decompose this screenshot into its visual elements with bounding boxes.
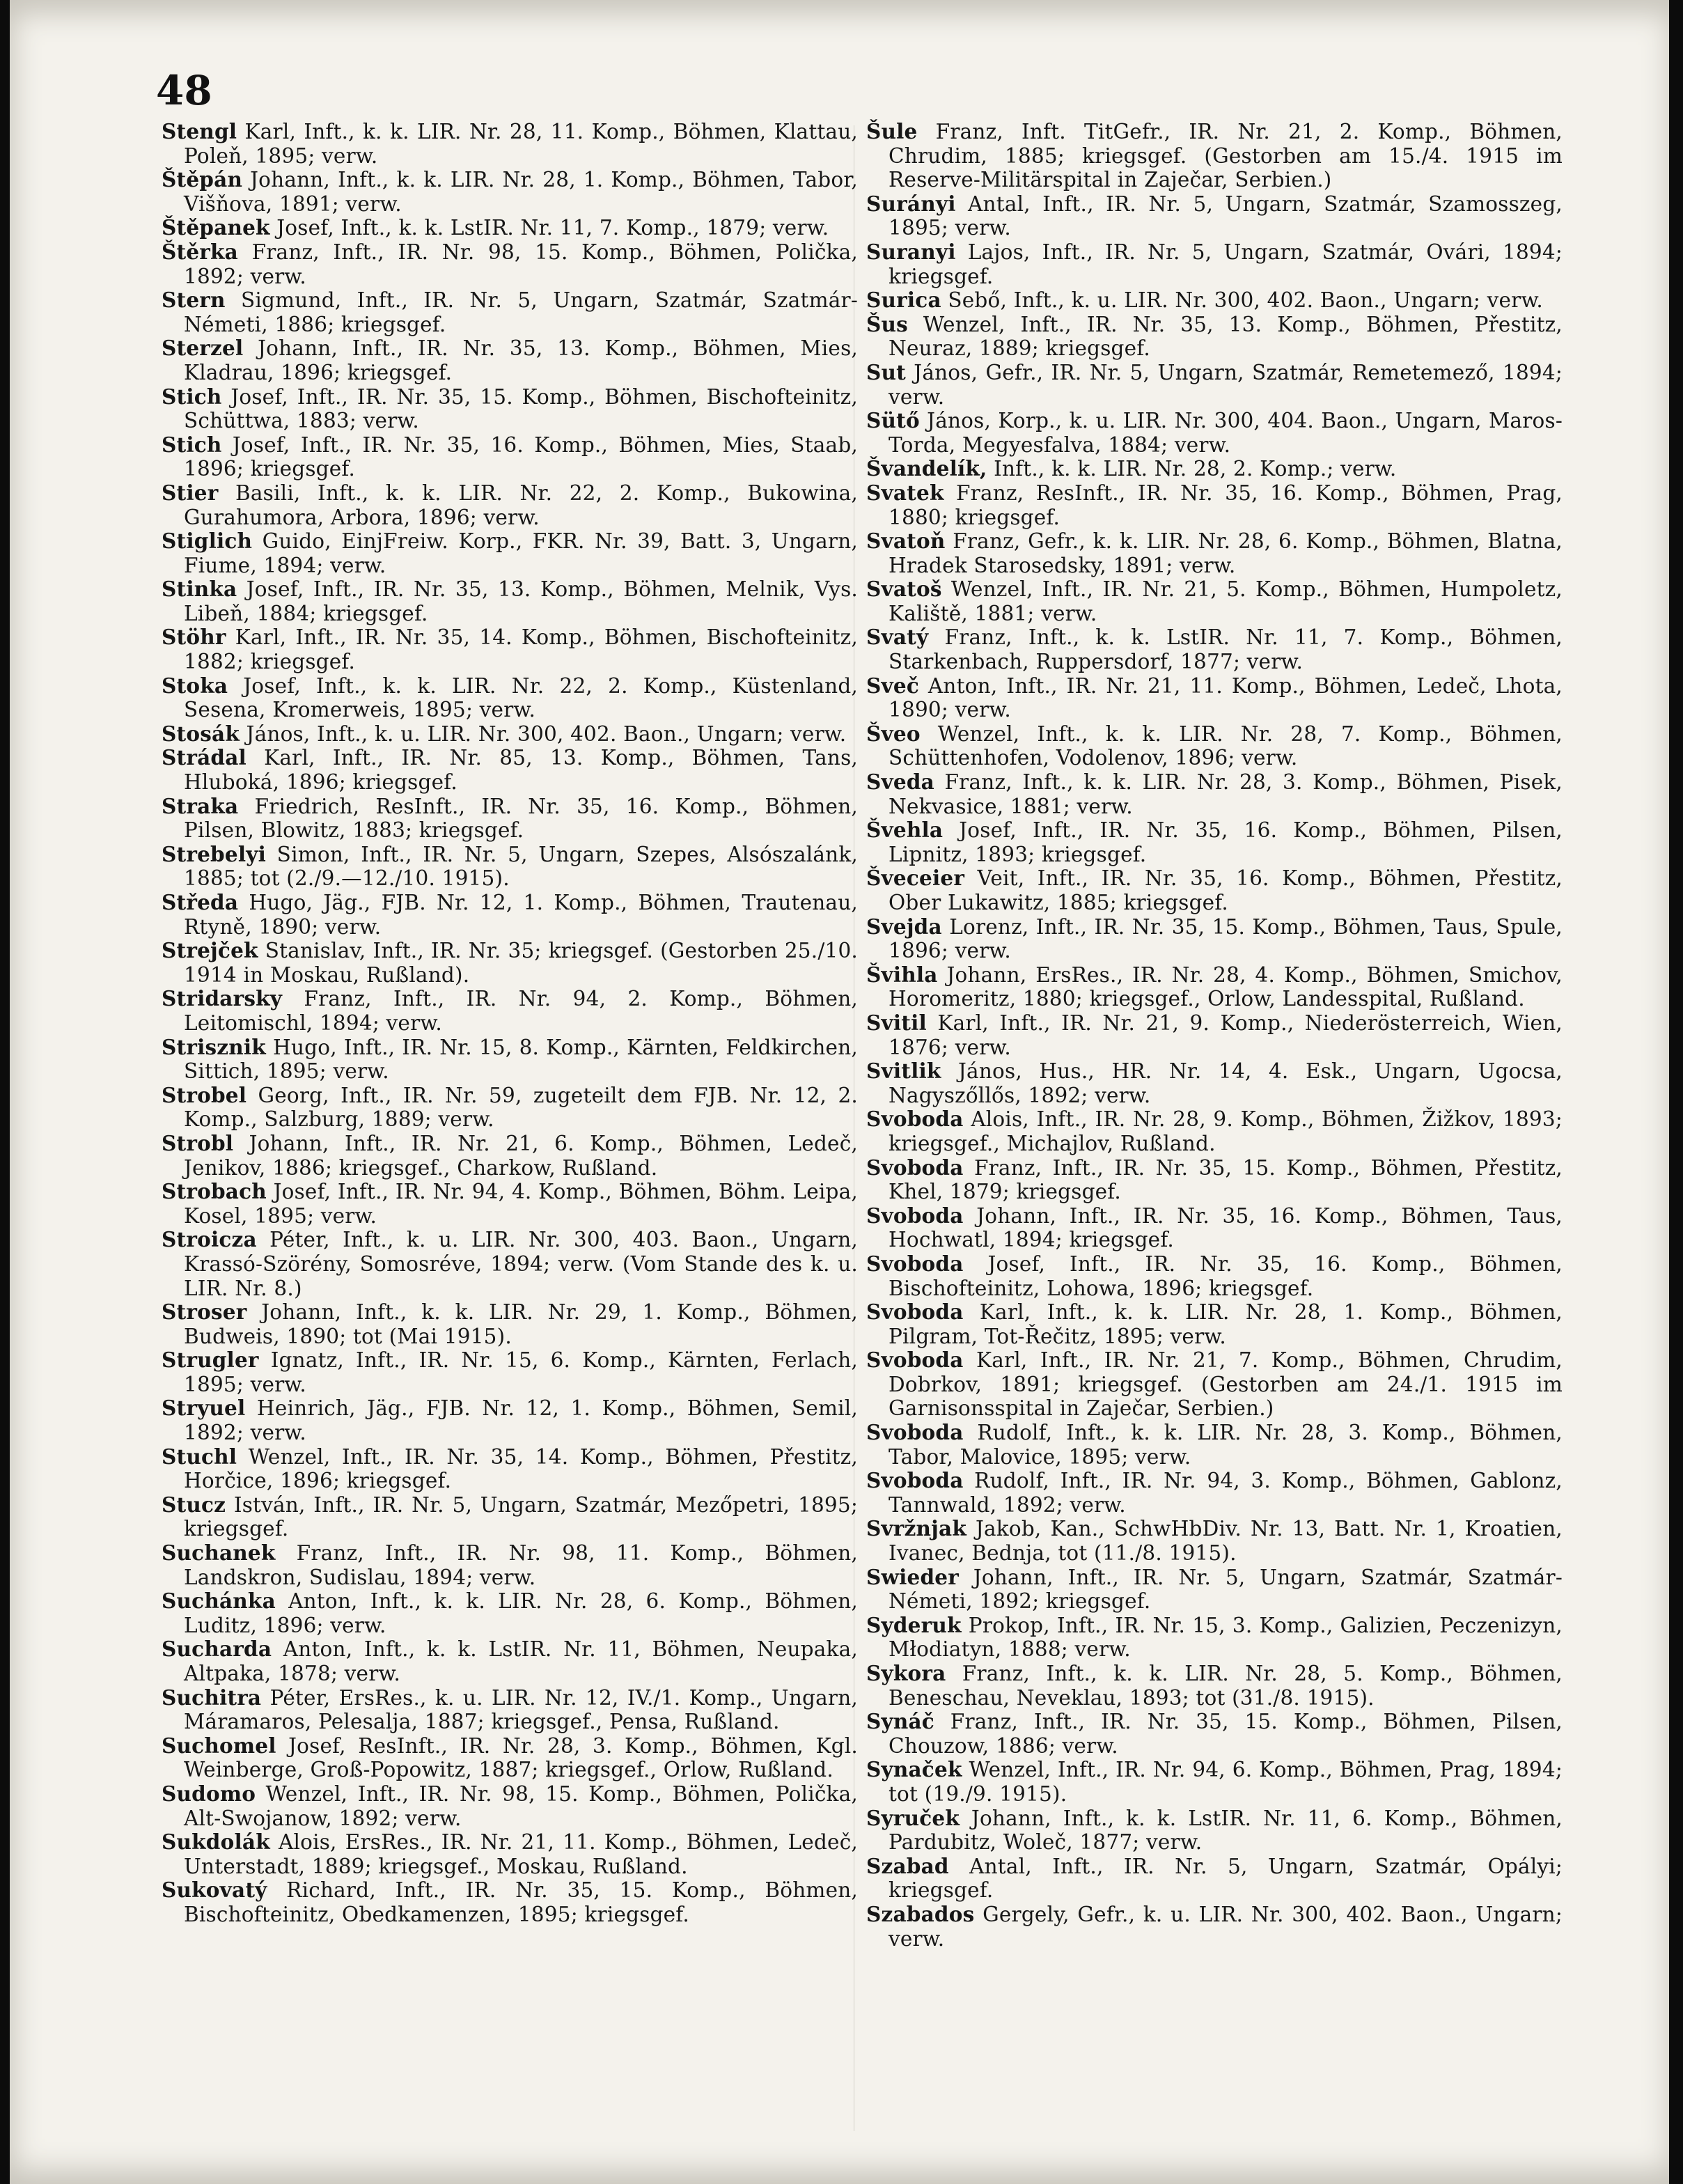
entry-surname: Štěpanek [162, 215, 270, 240]
entry-details: János, Hus., HR. Nr. 14, 4. Esk., Ungarn, Ugocsa, Nagyszőllős, 1892; verw. [889, 1059, 1563, 1107]
register-entry [162, 216, 858, 240]
entry-details: Franz, Inft., IR. Nr. 35, 15. Komp., Böhmen, Pilsen, Chouzow, 1886; verw. [889, 1710, 1563, 1758]
register-entry [162, 843, 858, 891]
register-entry [162, 722, 858, 747]
entry-surname: Strádal [162, 745, 246, 770]
entry-surname: Syruček [866, 1805, 960, 1830]
entry-surname: Sudomo [162, 1781, 256, 1806]
register-entry [866, 1566, 1563, 1614]
entry-surname: Svitil [866, 1010, 927, 1035]
register-entry [162, 1396, 858, 1444]
entry-surname: Svoboda [866, 1107, 964, 1132]
entry-details: Franz, Inft., IR. Nr. 98, 11. Komp., Böhmen, Landskron, Sudislau, 1894; verw. [184, 1541, 858, 1589]
register-entry [162, 1493, 858, 1541]
entry-surname: Stucz [162, 1492, 226, 1517]
entry-surname: Sykora [866, 1661, 946, 1685]
register-entry [866, 770, 1563, 818]
register-entry [162, 336, 858, 384]
entry-details: Josef, Inft., k. k. LstIR. Nr. 11, 7. Komp., 1879; verw. [269, 216, 829, 240]
entry-details: Prokop, Inft., IR. Nr. 15, 3. Komp., Galizien, Peczenizyn, Młodiatyn, 1888; verw. [889, 1613, 1563, 1662]
entry-surname: Svoboda [866, 1348, 964, 1373]
entry-details: Alois, ErsRes., IR. Nr. 21, 11. Komp., Böhmen, Ledeč, Unterstadt, 1889; kriegsgef., Moskau, Rußland. [184, 1830, 858, 1878]
register-entry [866, 457, 1563, 481]
register-entry [866, 866, 1563, 914]
entry-details: Wenzel, Inft., IR. Nr. 94, 6. Komp., Böhmen, Prag, 1894; tot (19./9. 1915). [889, 1758, 1563, 1806]
register-entry [866, 1011, 1563, 1059]
entry-surname: Stroicza [162, 1227, 257, 1252]
register-entry [162, 385, 858, 433]
entry-surname: Szabad [866, 1853, 949, 1878]
entry-details: Friedrich, ResInft., IR. Nr. 35, 16. Komp., Böhmen, Pilsen, Blowitz, 1883; kriegsgef. [184, 794, 858, 843]
entry-details: Antal, Inft., IR. Nr. 5, Ungarn, Szatmár, Opályi; kriegsgef. [889, 1854, 1563, 1903]
register-entry [162, 1734, 858, 1782]
entry-details: Johann, ErsRes., IR. Nr. 28, 4. Komp., Böhmen, Smichov, Horomeritz, 1880; kriegsgef., Orlow, Landesspital, Rußland. [889, 962, 1563, 1011]
register-entry [866, 120, 1563, 192]
register-entry [162, 674, 858, 722]
entry-details: Wenzel, Inft., k. k. LIR. Nr. 28, 7. Komp., Böhmen, Schüttenhofen, Vodolenov, 1896; verw. [889, 722, 1563, 770]
register-entry [866, 1300, 1563, 1348]
register-entry [162, 433, 858, 481]
scan-edge-left [0, 0, 10, 2184]
entry-surname: Svoboda [866, 1420, 964, 1445]
entry-details: Anton, Inft., k. k. LstIR. Nr. 11, Böhmen, Neupaka, Altpaka, 1878; verw. [184, 1637, 858, 1685]
register-entry [866, 674, 1563, 722]
register-entry [866, 722, 1563, 770]
entry-details: Karl, Inft., IR. Nr. 21, 7. Komp., Böhmen, Chrudim, Dobrkov, 1891; kriegsgef. (Gestorben am 24./1. 1915 im Garnisonsspital in Zaječar, Serbien.) [889, 1348, 1563, 1421]
entry-surname: Svoboda [866, 1468, 964, 1493]
register-entry [162, 288, 858, 336]
entry-surname: Stich [162, 432, 222, 457]
register-entry [162, 240, 858, 288]
register-entry [866, 1059, 1563, 1107]
register-entry [162, 1782, 858, 1830]
register-entry [162, 1132, 858, 1180]
register-entry [162, 1036, 858, 1084]
entry-details: Franz, ResInft., IR. Nr. 35, 16. Komp., Böhmen, Prag, 1880; kriegsgef. [889, 481, 1563, 529]
entry-surname: Stich [162, 384, 222, 409]
register-entry [866, 1807, 1563, 1855]
entry-details: Rudolf, Inft., IR. Nr. 94, 3. Komp., Böhmen, Gablonz, Tannwald, 1892; verw. [889, 1469, 1563, 1517]
register-entry [866, 409, 1563, 457]
register-entry [162, 577, 858, 625]
entry-details: Heinrich, Jäg., FJB. Nr. 12, 1. Komp., Böhmen, Semil, 1892; verw. [184, 1396, 858, 1445]
register-entry [866, 1469, 1563, 1517]
register-entry [866, 1662, 1563, 1710]
entry-details: Josef, Inft., IR. Nr. 35, 16. Komp., Böhmen, Pilsen, Lipnitz, 1893; kriegsgef. [889, 818, 1563, 866]
page-number: 48 [156, 67, 212, 114]
entry-surname: Sveč [866, 673, 919, 698]
entry-surname: Strobach [162, 1179, 267, 1204]
entry-details: Anton, Inft., IR. Nr. 21, 11. Komp., Böhmen, Ledeč, Lhota, 1890; verw. [889, 673, 1563, 722]
entry-details: Franz, Inft., k. k. LstIR. Nr. 11, 7. Komp., Böhmen, Starkenbach, Ruppersdorf, 1877; verw. [889, 625, 1563, 674]
entry-details: Johann, Inft., k. k. LstIR. Nr. 11, 6. Komp., Böhmen, Pardubitz, Woleč, 1877; verw. [889, 1806, 1563, 1855]
register-entry [162, 1686, 858, 1734]
register-entry [162, 795, 858, 843]
entry-details: Josef, Inft., IR. Nr. 35, 13. Komp., Böhmen, Melnik, Vys. Libeň, 1884; kriegsgef. [184, 577, 858, 625]
entry-details: Franz, Inft. TitGefr., IR. Nr. 21, 2. Komp., Böhmen, Chrudim, 1885; kriegsgef. (Gestorben am 15./4. 1915 im Reserve-Militärspital in Zaječar, Serbien.) [889, 120, 1563, 192]
entry-surname: Sütő [866, 408, 920, 433]
entry-details: Péter, Inft., k. u. LIR. Nr. 300, 403. Baon., Ungarn, Krassó-Szörény, Somosréve, 1894; verw. (Vom Stande des k. u. LIR. Nr. 8.) [184, 1228, 858, 1300]
entry-surname: Svoboda [866, 1300, 964, 1325]
entry-surname: Suchardа [162, 1637, 272, 1662]
register-entry [162, 1637, 858, 1685]
entry-details: Josef, ResInft., IR. Nr. 28, 3. Komp., Böhmen, Kgl. Weinberge, Groß-Popowitz, 1887; kriegsgef., Orlow, Rußland. [184, 1733, 858, 1782]
entry-surname: Středa [162, 890, 239, 914]
entry-details: Basili, Inft., k. k. LIR. Nr. 22, 2. Komp., Bukowina, Gurahumora, Arbora, 1896; verw. [184, 481, 858, 529]
entry-surname: Stridarsky [162, 986, 283, 1011]
entry-surname: Svitlik [866, 1059, 941, 1084]
entry-details: Franz, Inft., k. k. LIR. Nr. 28, 3. Komp., Böhmen, Pisek, Nekvasice, 1881; verw. [889, 770, 1563, 818]
entry-surname: Suchanek [162, 1540, 276, 1566]
entry-surname: Sveda [866, 770, 934, 795]
entry-surname: Švehla [866, 818, 944, 843]
entry-details: Karl, Inft., IR. Nr. 35, 14. Komp., Böhmen, Bischofteinitz, 1882; kriegsgef. [184, 625, 858, 674]
entry-details: Johann, Inft., IR. Nr. 35, 16. Komp., Böhmen, Taus, Hochwatl, 1894; kriegsgef. [889, 1203, 1563, 1252]
entry-surname: Švihla [866, 962, 938, 987]
entry-surname: Strejček [162, 938, 258, 963]
register-entry [866, 577, 1563, 625]
entry-details: János, Gefr., IR. Nr. 5, Ungarn, Szatmár, Remetemező, 1894; verw. [889, 360, 1563, 409]
register-entry [162, 625, 858, 673]
entry-details: Johann, Inft., k. k. LIR. Nr. 28, 1. Komp., Böhmen, Tabor, Višňova, 1891; verw. [184, 168, 858, 216]
entry-surname: Svržnjak [866, 1516, 967, 1541]
entry-details: Josef, Inft., k. k. LIR. Nr. 22, 2. Komp., Küstenland, Sesena, Kromerweis, 1895; verw. [184, 673, 858, 722]
entry-surname: Szabados [866, 1901, 975, 1926]
register-entry [866, 963, 1563, 1011]
register-entry [866, 1517, 1563, 1565]
entry-details: János, Inft., k. u. LIR. Nr. 300, 402. Baon., Ungarn; verw. [239, 722, 847, 746]
entry-details: Hugo, Inft., IR. Nr. 15, 8. Komp., Kärnten, Feldkirchen, Sittich, 1895; verw. [184, 1035, 858, 1084]
entry-surname: Svatoš [866, 577, 942, 602]
entry-surname: Synáč [866, 1709, 934, 1734]
register-entry [162, 891, 858, 939]
entry-details: Karl, Inft., IR. Nr. 21, 9. Komp., Niederösterreich, Wien, 1876; verw. [889, 1011, 1563, 1059]
entry-surname: Svejda [866, 914, 942, 939]
entry-surname: Stöhr [162, 625, 226, 650]
entry-details: Stanislav, Inft., IR. Nr. 35; kriegsgef. (Gestorben 25./10. 1914 in Moskau, Rußland). [184, 939, 858, 987]
register-entry [162, 120, 858, 168]
entry-details: Franz, Inft., k. k. LIR. Nr. 28, 5. Komp., Böhmen, Beneschau, Neveklau, 1893; tot (31./8. 1915). [889, 1662, 1563, 1710]
entry-details: Franz, Inft., IR. Nr. 98, 15. Komp., Böhmen, Polička, 1892; verw. [184, 240, 858, 288]
entry-surname: Straka [162, 793, 239, 818]
register-entry [866, 361, 1563, 409]
entry-surname: Stroser [162, 1300, 247, 1325]
entry-surname: Šveceier [866, 866, 965, 891]
entry-surname: Svatoň [866, 529, 946, 554]
register-entry [162, 481, 858, 529]
entry-surname: Štěpán [162, 167, 243, 192]
entry-surname: Stoka [162, 673, 228, 698]
entry-details: Ignatz, Inft., IR. Nr. 15, 6. Komp., Kärnten, Ferlach, 1895; verw. [184, 1348, 858, 1396]
entry-surname: Strebelyi [162, 841, 266, 866]
entry-surname: Svatý [866, 625, 929, 650]
entry-surname: Stosák [162, 721, 240, 746]
register-entry [162, 1180, 858, 1228]
entry-details: Hugo, Jäg., FJB. Nr. 12, 1. Komp., Böhmen, Trautenau, Rtyně, 1890; verw. [184, 891, 858, 939]
entry-details: Anton, Inft., k. k. LIR. Nr. 28, 6. Komp., Böhmen, Luditz, 1896; verw. [184, 1589, 858, 1637]
register-entry [866, 1758, 1563, 1806]
entry-details: Johann, Inft., IR. Nr. 5, Ungarn, Szatmár, Szatmár-Németi, 1892; kriegsgef. [889, 1565, 1563, 1614]
entry-surname: Suranyi [866, 239, 956, 264]
register-entry [866, 1204, 1563, 1252]
entry-details: Alois, Inft., IR. Nr. 28, 9. Komp., Böhmen, Žižkov, 1893; kriegsgef., Michajlov, Rußland. [889, 1107, 1563, 1155]
register-entry [162, 1830, 858, 1878]
entry-details: Inft., k. k. LIR. Nr. 28, 2. Komp.; verw. [987, 457, 1397, 481]
entry-surname: Štěrka [162, 239, 238, 264]
entry-details: Antal, Inft., IR. Nr. 5, Ungarn, Szatmár, Szamosszeg, 1895; verw. [889, 192, 1563, 240]
register-entry [866, 1855, 1563, 1903]
entry-details: Josef, Inft., IR. Nr. 94, 4. Komp., Böhmen, Böhm. Leipa, Kosel, 1895; verw. [184, 1180, 858, 1228]
entry-details: Sigmund, Inft., IR. Nr. 5, Ungarn, Szatmár, Szatmár-Németi, 1886; kriegsgef. [184, 288, 858, 336]
register-entry [866, 1710, 1563, 1758]
entry-surname: Swieder [866, 1564, 960, 1589]
entry-details: Franz, Gefr., k. k. LIR. Nr. 28, 6. Komp., Böhmen, Blatna, Hradek Starosedsky, 1891; verw. [889, 529, 1563, 577]
register-entry [162, 746, 858, 794]
entry-surname: Stengl [162, 119, 237, 143]
entry-surname: Surica [866, 288, 941, 313]
entry-details: Gergely, Gefr., k. u. LIR. Nr. 300, 402. Baon., Ungarn; verw. [889, 1902, 1563, 1951]
entry-surname: Stuchl [162, 1444, 237, 1469]
entry-details: Franz, Inft., IR. Nr. 35, 15. Komp., Böhmen, Přestitz, Khel, 1879; kriegsgef. [889, 1155, 1563, 1204]
entry-details: Veit, Inft., IR. Nr. 35, 16. Komp., Böhmen, Přestitz, Ober Lukawitz, 1885; kriegsgef. [889, 866, 1563, 914]
register-entry [162, 529, 858, 577]
entry-surname: Strobel [162, 1082, 247, 1107]
entry-surname: Sut [866, 359, 906, 384]
register-entry [162, 939, 858, 987]
entry-details: Karl, Inft., IR. Nr. 85, 13. Komp., Böhmen, Tans, Hluboká, 1896; kriegsgef. [184, 746, 858, 795]
right-column [866, 120, 1563, 1951]
register-entry [866, 818, 1563, 866]
entry-surname: Šule [866, 119, 918, 143]
register-entry [866, 1156, 1563, 1204]
entry-surname: Suchánka [162, 1589, 276, 1614]
entry-details: Josef, Inft., IR. Nr. 35, 16. Komp., Böhmen, Mies, Staab, 1896; kriegsgef. [184, 432, 858, 481]
entry-surname: Strobl [162, 1130, 234, 1155]
entry-surname: Synaček [866, 1757, 962, 1782]
entry-details: Karl, Inft., k. k. LIR. Nr. 28, 1. Komp., Böhmen, Pilgram, Tot-Řečitz, 1895; verw. [889, 1300, 1563, 1348]
register-entry [866, 1107, 1563, 1155]
entry-details: Lajos, Inft., IR. Nr. 5, Ungarn, Szatmár, Ovári, 1894; kriegsgef. [889, 240, 1563, 288]
entry-details: Johann, Inft., k. k. LIR. Nr. 29, 1. Komp., Böhmen, Budweis, 1890; tot (Mai 1915). [184, 1300, 858, 1348]
register-entry [866, 240, 1563, 288]
entry-details: Wenzel, Inft., IR. Nr. 35, 14. Komp., Böhmen, Přestitz, Horčice, 1896; kriegsgef. [184, 1444, 858, 1493]
register-entry [866, 481, 1563, 529]
register-entry [866, 915, 1563, 963]
entry-surname: Strisznik [162, 1034, 266, 1059]
entry-details: Wenzel, Inft., IR. Nr. 21, 5. Komp., Böhmen, Humpoletz, Kaliště, 1881; verw. [889, 577, 1563, 625]
entry-surname: Suchomel [162, 1733, 276, 1758]
entry-details: Rudolf, Inft., k. k. LIR. Nr. 28, 3. Komp., Böhmen, Tabor, Malovice, 1895; verw. [889, 1421, 1563, 1469]
entry-surname: Svatek [866, 480, 944, 505]
register-entry [162, 168, 858, 216]
entry-details: Sebő, Inft., k. u. LIR. Nr. 300, 402. Baon., Ungarn; verw. [941, 288, 1543, 313]
register-entry [866, 1903, 1563, 1951]
entry-details: Simon, Inft., IR. Nr. 5, Ungarn, Szepes, Alsószalánk, 1885; tot (2./9.—12./10. 1915). [184, 842, 858, 891]
entry-surname: Stern [162, 288, 226, 313]
entry-surname: Svoboda [866, 1155, 964, 1180]
register-entry [866, 313, 1563, 361]
entry-surname: Stryuel [162, 1396, 246, 1421]
entry-surname: Švandelík, [866, 456, 987, 481]
entry-surname: Suchitra [162, 1685, 262, 1710]
register-entry [162, 1878, 858, 1926]
register-entry [866, 1252, 1563, 1300]
entry-surname: Svoboda [866, 1203, 964, 1228]
entry-details: Jakob, Kan., SchwHbDiv. Nr. 13, Batt. Nr. 1, Kroatien, Ivanec, Bednja, tot (11./8. 1915). [889, 1517, 1563, 1566]
entry-details: Franz, Inft., IR. Nr. 94, 2. Komp., Böhmen, Leitomischl, 1894; verw. [184, 987, 858, 1035]
register-entry [866, 192, 1563, 240]
entry-surname: Surányi [866, 191, 956, 216]
entry-details: Josef, Inft., IR. Nr. 35, 16. Komp., Böhmen, Bischofteinitz, Lohowa, 1896; kriegsgef. [889, 1251, 1563, 1300]
register-entry [162, 1348, 858, 1396]
entry-details: Johann, Inft., IR. Nr. 35, 13. Komp., Böhmen, Mies, Kladrau, 1896; kriegsgef. [184, 336, 858, 384]
entry-details: Guido, EinjFreiw. Korp., FKR. Nr. 39, Batt. 3, Ungarn, Fiume, 1894; verw. [184, 529, 858, 577]
entry-surname: Svoboda [866, 1251, 964, 1276]
entry-details: Wenzel, Inft., IR. Nr. 98, 15. Komp., Böhmen, Polička, Alt-Swojanow, 1892; verw. [184, 1781, 858, 1830]
register-entry [162, 1445, 858, 1493]
entry-details: István, Inft., IR. Nr. 5, Ungarn, Szatmár, Mezőpetri, 1895; kriegsgef. [184, 1492, 858, 1541]
entry-surname: Sukovatý [162, 1878, 267, 1903]
register-entry [162, 1589, 858, 1637]
entry-surname: Sukdolák [162, 1830, 270, 1855]
entry-surname: Stier [162, 480, 219, 505]
register-entry [162, 1084, 858, 1132]
entry-details: Johann, Inft., IR. Nr. 21, 6. Komp., Böhmen, Ledeč, Jenikov, 1886; kriegsgef., Charkow, Rußland. [184, 1131, 858, 1180]
register-entry [162, 1228, 858, 1300]
register-entry [162, 987, 858, 1035]
entry-details: Lorenz, Inft., IR. Nr. 35, 15. Komp., Böhmen, Taus, Spule, 1896; verw. [889, 914, 1563, 963]
register-entry [162, 1300, 858, 1348]
entry-details: Wenzel, Inft., IR. Nr. 35, 13. Komp., Böhmen, Přestitz, Neuraz, 1889; kriegsgef. [889, 312, 1563, 361]
entry-surname: Stiglich [162, 529, 253, 554]
entry-details: Georg, Inft., IR. Nr. 59, zugeteilt dem FJB. Nr. 12, 2. Komp., Salzburg, 1889; verw. [184, 1083, 858, 1132]
entry-surname: Sterzel [162, 336, 244, 361]
entry-details: Josef, Inft., IR. Nr. 35, 15. Komp., Böhmen, Bischofteinitz, Schüttwa, 1883; verw. [184, 384, 858, 433]
entry-surname: Stinka [162, 577, 237, 602]
register-entry [866, 529, 1563, 577]
entry-surname: Šus [866, 311, 908, 336]
entry-details: János, Korp., k. u. LIR. Nr. 300, 404. Baon., Ungarn, Maros-Torda, Megyesfalva, 1884; verw. [889, 409, 1563, 457]
entry-surname: Šveo [866, 721, 921, 746]
entry-surname: Syderuk [866, 1612, 962, 1637]
left-column [162, 120, 858, 1927]
register-entry [866, 1421, 1563, 1469]
register-entry [866, 1348, 1563, 1421]
entry-surname: Strugler [162, 1348, 259, 1373]
scan-edge-right [1669, 0, 1683, 2184]
register-entry [866, 1614, 1563, 1662]
entry-details: Karl, Inft., k. k. LIR. Nr. 28, 11. Komp., Böhmen, Klattau, Poleň, 1895; verw. [184, 120, 858, 168]
entry-details: Richard, Inft., IR. Nr. 35, 15. Komp., Böhmen, Bischofteinitz, Obedkamenzen, 1895; kriegsgef. [184, 1878, 858, 1926]
register-entry [162, 1541, 858, 1589]
register-entry [866, 625, 1563, 673]
entry-details: Péter, ErsRes., k. u. LIR. Nr. 12, IV./1. Komp., Ungarn, Máramaros, Pelesalja, 1887; kriegsgef., Pensa, Rußland. [184, 1685, 858, 1734]
register-entry [866, 288, 1563, 313]
